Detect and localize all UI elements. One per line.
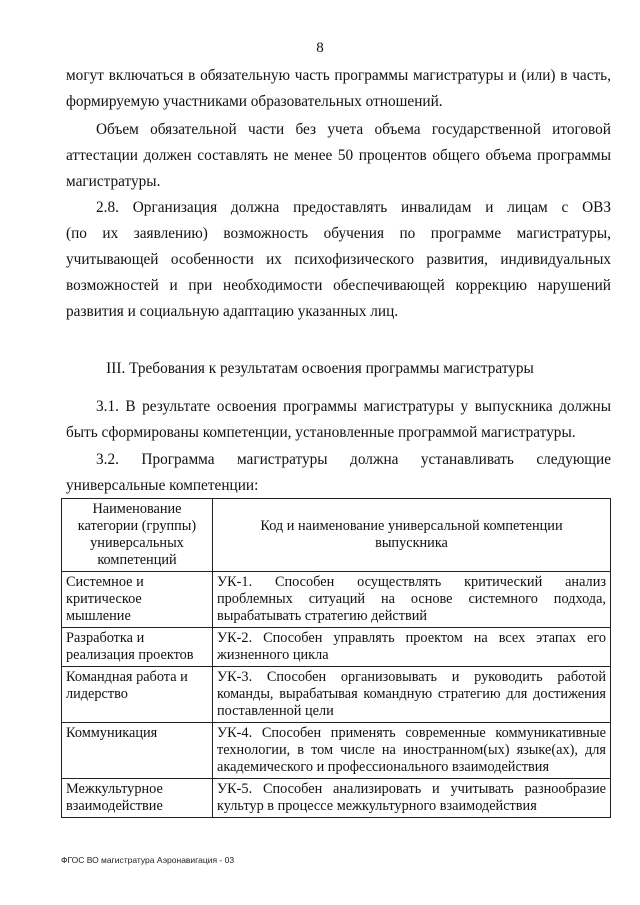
row-competence: УК-4. Способен применять современные коммуникативные технологии, в том числе на иностранном(ых) языке(ах), для академического и профессионального взаимодействия [213, 723, 611, 779]
footer-note: ФГОС ВО магистратура Аэронавигация - 03 [61, 855, 235, 865]
para3-line4: возможностей и при необходимости обеспечивающей коррекцию нарушений [66, 277, 611, 294]
para3-line1: 2.8. Организация должна предоставлять инвалидам и лицам с ОВЗ [96, 199, 611, 216]
competence-table [61, 498, 611, 818]
row-category: Коммуникация [62, 723, 213, 779]
header-category: Наименование категории (группы) универсальных компетенций [62, 499, 213, 572]
row-competence: УК-1. Способен осуществлять критический анализ проблемных ситуаций на основе системного подхода, вырабатывать стратегию действий [213, 572, 611, 628]
row-category: Системное и критическое мышление [62, 572, 213, 628]
table-row [62, 723, 611, 779]
row-competence: УК-3. Способен организовывать и руководить работой команды, вырабатывая командную стратегию для достижения поставленной цели [213, 667, 611, 723]
para2-line2: аттестации должен составлять не менее 50 процентов общего объема программы [66, 147, 611, 164]
row-competence: УК-2. Способен управлять проектом на всех этапах его жизненного цикла [213, 628, 611, 667]
para4-line1: 3.1. В результате освоения программы магистратуры у выпускника должны [96, 398, 611, 415]
row-category: Командная работа и лидерство [62, 667, 213, 723]
table-row [62, 628, 611, 667]
table-row [62, 667, 611, 723]
para1-line2: формируемую участниками образовательных отношений. [66, 93, 443, 110]
row-category: Межкультурное взаимодействие [62, 779, 213, 818]
para5-line1: 3.2. Программа магистратуры должна устанавливать следующие [96, 451, 611, 468]
para1-line1: могут включаться в обязательную часть программы магистратуры и (или) в часть, [66, 67, 611, 84]
table-header-row [62, 499, 611, 572]
para3-line3: учитывающей особенности их психофизического развития, индивидуальных [66, 251, 611, 268]
row-competence: УК-5. Способен анализировать и учитывать разнообразие культур в процессе межкультурного взаимодействия [213, 779, 611, 818]
para3-line5: развития и социальную адаптацию указанных лиц. [66, 303, 399, 320]
para2-line3: магистратуры. [66, 173, 161, 190]
section-heading: III. Требования к результатам освоения программы магистратуры [106, 360, 534, 377]
para5-line2: универсальные компетенции: [66, 477, 259, 494]
para4-line2: быть сформированы компетенции, установленные программой магистратуры. [66, 424, 576, 441]
table-row [62, 572, 611, 628]
para3-line2: (по их заявлению) возможность обучения по программе магистратуры, [66, 225, 611, 242]
para2-line1: Объем обязательной части без учета объема государственной итоговой [96, 121, 611, 138]
row-category: Разработка и реализация проектов [62, 628, 213, 667]
table-row [62, 779, 611, 818]
header-competence: Код и наименование универсальной компетенции выпускника [213, 499, 611, 572]
page-number: 8 [316, 40, 324, 56]
